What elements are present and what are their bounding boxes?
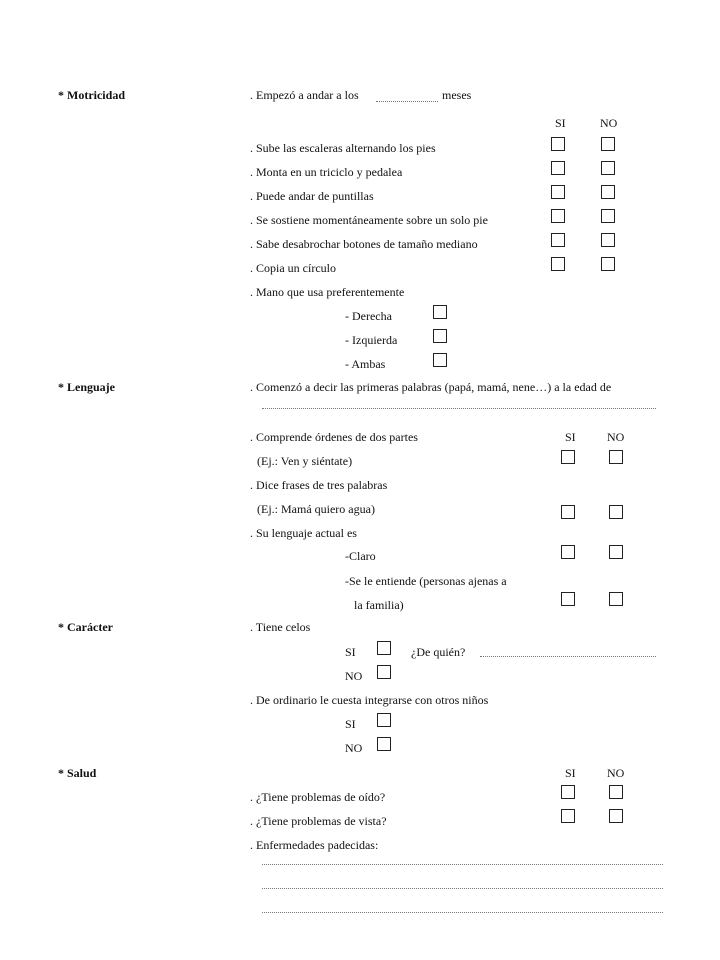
checkbox-si[interactable] bbox=[551, 185, 565, 199]
checkbox-si[interactable] bbox=[551, 233, 565, 247]
checkbox-no[interactable] bbox=[601, 209, 615, 223]
section-salud: * Salud bbox=[58, 766, 97, 780]
section-caracter: * Carácter bbox=[58, 620, 113, 634]
col-no: NO bbox=[607, 766, 625, 780]
checkbox-si[interactable] bbox=[551, 161, 565, 175]
checkbox-si[interactable] bbox=[561, 450, 575, 464]
checkbox-si[interactable] bbox=[551, 209, 565, 223]
q-frases-ejemplo: (Ej.: Mamá quiero agua) bbox=[257, 502, 375, 516]
checkbox-ambas[interactable] bbox=[433, 353, 447, 367]
section-motricidad: * Motricidad bbox=[58, 88, 125, 102]
checkbox-si[interactable] bbox=[561, 785, 575, 799]
andar-meses-field[interactable] bbox=[376, 101, 438, 102]
q-enfermedades: . Enfermedades padecidas: bbox=[250, 838, 379, 852]
q-triciclo: . Monta en un triciclo y pedalea bbox=[250, 165, 403, 179]
col-si: SI bbox=[555, 116, 566, 130]
checkbox-no[interactable] bbox=[609, 505, 623, 519]
edad-palabras-field[interactable] bbox=[262, 408, 656, 409]
col-no: NO bbox=[600, 116, 618, 130]
q-ordenes-ejemplo: (Ej.: Ven y siéntate) bbox=[257, 454, 353, 468]
checkbox-no[interactable] bbox=[601, 257, 615, 271]
checkbox-no[interactable] bbox=[601, 233, 615, 247]
q-andar-label: . Empezó a andar a los bbox=[250, 88, 359, 102]
q-frases: . Dice frases de tres palabras bbox=[250, 478, 388, 492]
checkbox-si[interactable] bbox=[561, 592, 575, 606]
checkbox-integrarse-no[interactable] bbox=[377, 737, 391, 751]
checkbox-si[interactable] bbox=[551, 257, 565, 271]
enfermedades-line-2[interactable] bbox=[262, 888, 663, 889]
q-oido: . ¿Tiene problemas de oído? bbox=[250, 790, 386, 804]
col-si: SI bbox=[565, 430, 576, 444]
q-andar-unit: meses bbox=[442, 88, 472, 102]
opt-si: SI bbox=[345, 645, 356, 659]
q-integrarse: . De ordinario le cuesta integrarse con otros niños bbox=[250, 693, 489, 707]
de-quien-field[interactable] bbox=[480, 656, 656, 657]
opt-si: SI bbox=[345, 717, 356, 731]
checkbox-no[interactable] bbox=[601, 137, 615, 151]
section-lenguaje: * Lenguaje bbox=[58, 380, 115, 394]
checkbox-izquierda[interactable] bbox=[433, 329, 447, 343]
col-no: NO bbox=[607, 430, 625, 444]
opt-claro: -Claro bbox=[345, 549, 376, 563]
enfermedades-line-3[interactable] bbox=[262, 912, 663, 913]
checkbox-no[interactable] bbox=[601, 161, 615, 175]
checkbox-no[interactable] bbox=[609, 592, 623, 606]
q-botones: . Sabe desabrochar botones de tamaño mediano bbox=[250, 237, 478, 251]
checkbox-si[interactable] bbox=[561, 505, 575, 519]
checkbox-celos-si[interactable] bbox=[377, 641, 391, 655]
q-escaleras: . Sube las escaleras alternando los pies bbox=[250, 141, 436, 155]
opt-derecha: - Derecha bbox=[345, 309, 392, 323]
checkbox-derecha[interactable] bbox=[433, 305, 447, 319]
opt-izquierda: - Izquierda bbox=[345, 333, 398, 347]
opt-se-entiende: -Se le entiende (personas ajenas a bbox=[345, 574, 507, 588]
col-si: SI bbox=[565, 766, 576, 780]
checkbox-celos-no[interactable] bbox=[377, 665, 391, 679]
q-primeras-palabras: . Comenzó a decir las primeras palabras (papá, mamá, nene…) a la edad de bbox=[250, 380, 612, 394]
enfermedades-line-1[interactable] bbox=[262, 864, 663, 865]
checkbox-si[interactable] bbox=[561, 545, 575, 559]
checkbox-no[interactable] bbox=[601, 185, 615, 199]
checkbox-no[interactable] bbox=[609, 450, 623, 464]
q-de-quien: ¿De quién? bbox=[411, 645, 466, 659]
opt-ambas: - Ambas bbox=[345, 357, 386, 371]
checkbox-no[interactable] bbox=[609, 809, 623, 823]
checkbox-no[interactable] bbox=[609, 785, 623, 799]
q-puntillas: . Puede andar de puntillas bbox=[250, 189, 374, 203]
checkbox-integrarse-si[interactable] bbox=[377, 713, 391, 727]
opt-no: NO bbox=[345, 741, 363, 755]
checkbox-si[interactable] bbox=[561, 809, 575, 823]
q-celos: . Tiene celos bbox=[250, 620, 311, 634]
q-circulo: . Copia un círculo bbox=[250, 261, 336, 275]
q-lenguaje-actual: . Su lenguaje actual es bbox=[250, 526, 357, 540]
q-un-pie: . Se sostiene momentáneamente sobre un solo pie bbox=[250, 213, 488, 227]
opt-se-entiende-cont: la familia) bbox=[354, 598, 404, 612]
checkbox-si[interactable] bbox=[551, 137, 565, 151]
q-ordenes: . Comprende órdenes de dos partes bbox=[250, 430, 418, 444]
checkbox-no[interactable] bbox=[609, 545, 623, 559]
opt-no: NO bbox=[345, 669, 363, 683]
q-vista: . ¿Tiene problemas de vista? bbox=[250, 814, 387, 828]
q-mano: . Mano que usa preferentemente bbox=[250, 285, 405, 299]
